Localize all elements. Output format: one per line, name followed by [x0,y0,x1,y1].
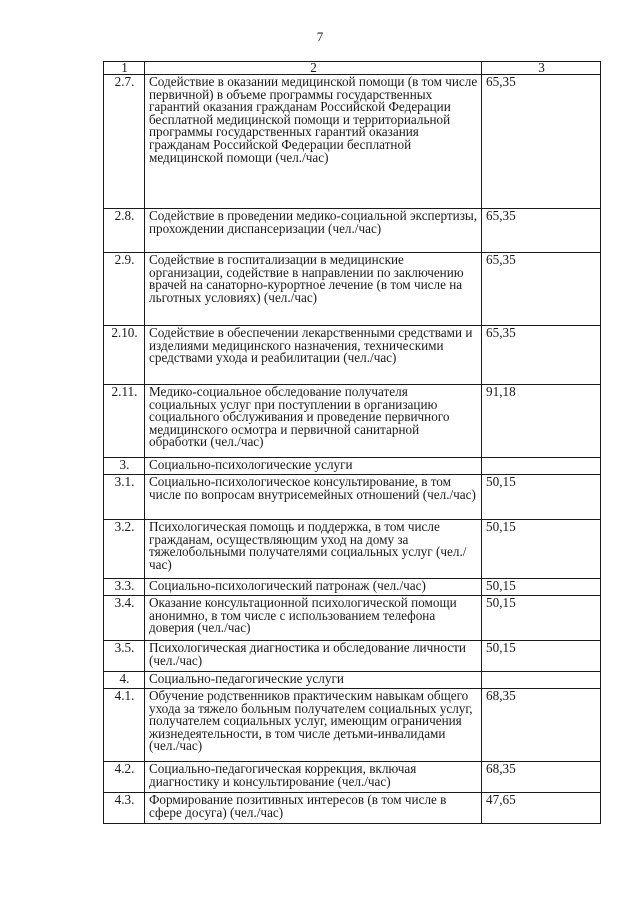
row-number: 3.4. [104,596,145,641]
section-number: 3. [104,458,145,475]
tariff-value: 91,18 [482,385,601,458]
row-number: 3.5. [104,641,145,672]
service-description: Социально-психологическое консультирование, в том числе по вопросам внутрисемейных отношений (чел./час) [145,475,482,520]
service-description: Содействие в госпитализации в медицинские организации, содействие в направлении по заключению врачей на санаторно-курортное лечение (в том числе на льготных условиях) (чел./час) [145,253,482,326]
row-number: 2.8. [104,209,145,253]
page-number: 7 [316,29,324,44]
service-description: Формирование позитивных интересов (в том числе в сфере досуга) (чел./час) [145,793,482,824]
tariff-value: 47,65 [482,793,601,824]
table-row [104,253,601,326]
table-row [104,689,601,762]
table-row [104,326,601,385]
services-tariff-table [103,61,601,824]
tariff-value: 65,35 [482,253,601,326]
tariff-value: 65,35 [482,75,601,209]
table-header-row [104,62,601,75]
row-number: 3.1. [104,475,145,520]
column-number-1: 1 [104,62,145,75]
tariff-value [482,458,601,475]
table-row [104,475,601,520]
table-row [104,596,601,641]
tariff-value: 68,35 [482,689,601,762]
section-heading-row [104,458,601,475]
section-title: Социально-педагогические услуги [145,672,482,689]
table-row [104,75,601,209]
service-description: Оказание консультационной психологической помощи анонимно, в том числе с использованием телефона доверия (чел./час) [145,596,482,641]
table-row [104,209,601,253]
row-number: 4.1. [104,689,145,762]
row-number: 2.11. [104,385,145,458]
tariff-value: 65,35 [482,209,601,253]
service-description: Обучение родственников практическим навыкам общего ухода за тяжело больным получателем социальных услуг, получателем социальных услуг, имеющим ограничения жизнедеятельности, в том числе детьми-инвалидами (чел./час) [145,689,482,762]
tariff-value: 65,35 [482,326,601,385]
tariff-value: 68,35 [482,762,601,793]
row-number: 4.3. [104,793,145,824]
tariff-value: 50,15 [482,596,601,641]
row-number: 4.2. [104,762,145,793]
service-description: Социально-психологический патронаж (чел./час) [145,579,482,596]
row-number: 3.2. [104,520,145,579]
row-number: 2.10. [104,326,145,385]
column-number-3: 3 [482,62,601,75]
service-description: Содействие в оказании медицинской помощи (в том числе первичной) в объеме программы государственных гарантий оказания гражданам Российской Федерации бесплатной медицинской помощи и территориальной программы государственных гарантий оказания гражданам Российской Федерации бесплатной медицинской помощи (чел./час) [145,75,482,209]
service-description: Медико-социальное обследование получателя социальных услуг при поступлении в организацию социального обслуживания и проведение первичного медицинского осмотра и первичной санитарной обработки (чел./час) [145,385,482,458]
tariff-value: 50,15 [482,475,601,520]
table-row [104,579,601,596]
service-description: Социально-педагогическая коррекция, включая диагностику и консультирование (чел./час) [145,762,482,793]
column-number-2: 2 [145,62,482,75]
table-row [104,641,601,672]
row-number: 3.3. [104,579,145,596]
table-row [104,520,601,579]
service-description: Содействие в проведении медико-социальной экспертизы, прохождении диспансеризации (чел./час) [145,209,482,253]
service-description: Содействие в обеспечении лекарственными средствами и изделиями медицинского назначения, техническими средствами ухода и реабилитации (чел./час) [145,326,482,385]
section-title: Социально-психологические услуги [145,458,482,475]
service-description: Психологическая помощь и поддержка, в том числе гражданам, осуществляющим уход на дому за тяжелобольными получателями социальных услуг (чел./час) [145,520,482,579]
tariff-value: 50,15 [482,520,601,579]
row-number: 2.7. [104,75,145,209]
section-heading-row [104,672,601,689]
tariff-value: 50,15 [482,579,601,596]
table-row [104,793,601,824]
row-number: 2.9. [104,253,145,326]
service-description: Психологическая диагностика и обследование личности (чел./час) [145,641,482,672]
table-row [104,385,601,458]
section-number: 4. [104,672,145,689]
tariff-value [482,672,601,689]
table-row [104,762,601,793]
tariff-value: 50,15 [482,641,601,672]
